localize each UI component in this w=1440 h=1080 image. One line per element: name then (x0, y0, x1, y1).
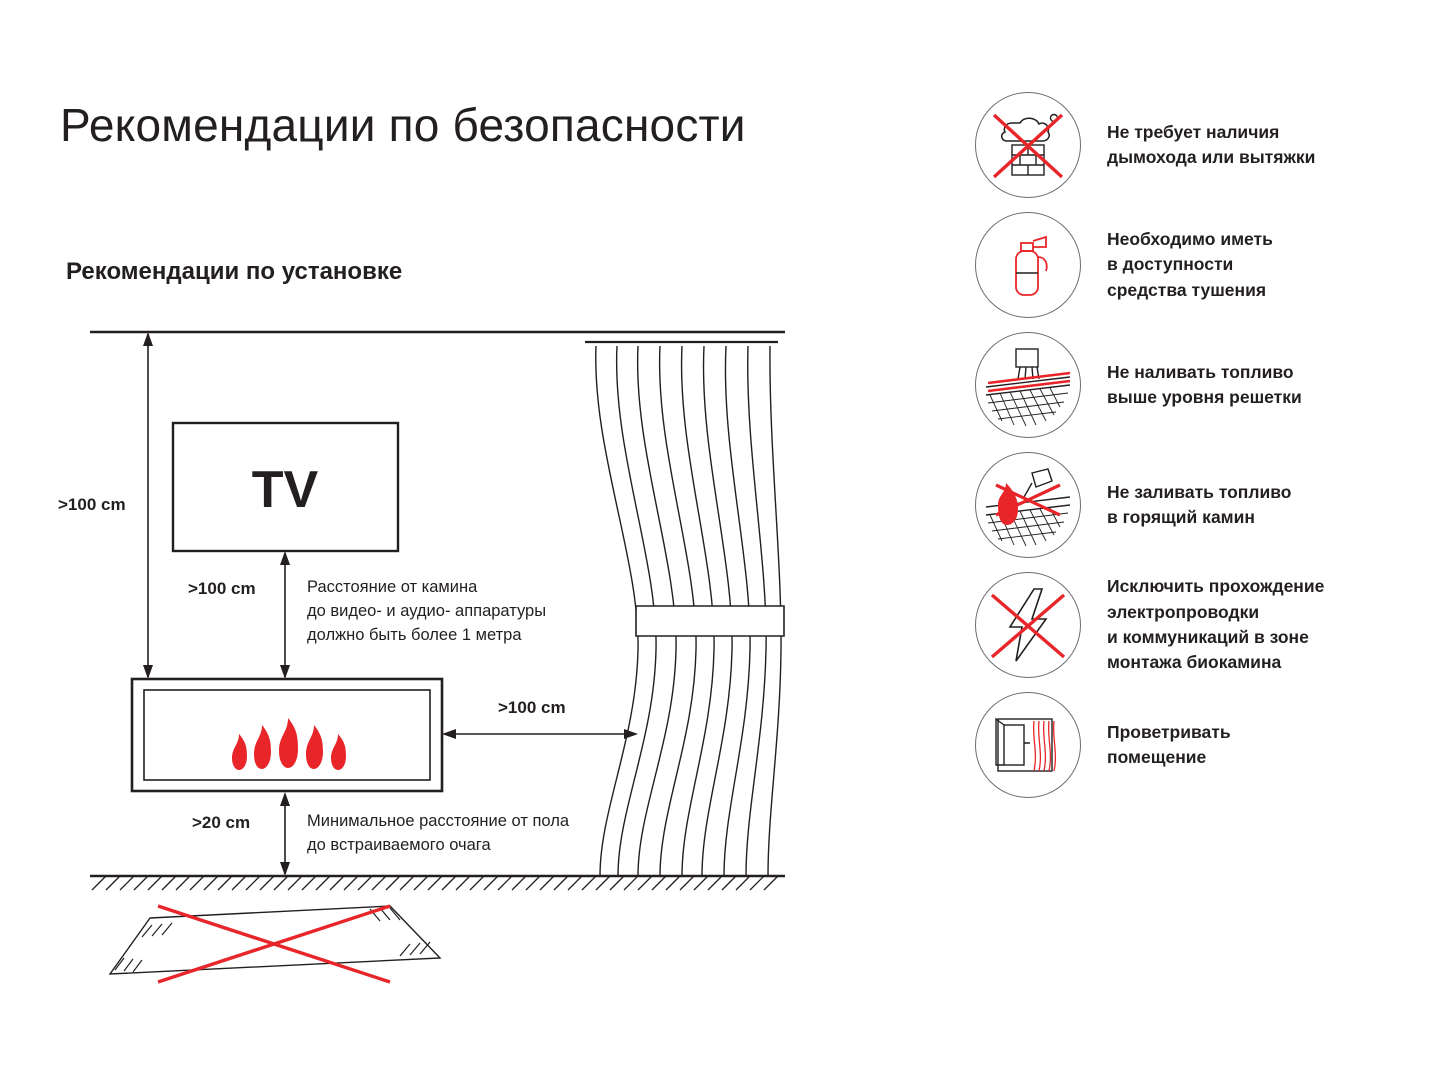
no-wiring-icon (975, 572, 1081, 678)
note-floor-line-1: Минимальное расстояние от пола (307, 812, 570, 830)
safety-item-no-overfill (975, 332, 1415, 438)
safety-item-ventilate (975, 692, 1415, 798)
safety-item-no-refill-burning (975, 452, 1415, 558)
fire-extinguisher-icon (975, 212, 1081, 318)
caption-line: и коммуникаций в зоне (1107, 627, 1309, 647)
dim-floor-label: >20 cm (192, 813, 251, 832)
safety-item-no-wiring (975, 572, 1415, 678)
dim-curtain-label: >100 cm (498, 698, 566, 717)
curtain (585, 342, 784, 876)
caption-line: монтажа биокамина (1107, 652, 1282, 673)
dim-ceiling-label: >100 cm (58, 495, 126, 514)
caption-line: электропроводки (1107, 601, 1260, 622)
section-title: Рекомендации по установке (66, 258, 403, 285)
note-floor-distance (307, 812, 570, 854)
note-tv-distance (307, 578, 546, 644)
caption-line: помещение (1107, 747, 1207, 767)
dimension-floor-to-fireplace (280, 792, 290, 876)
no-chimney-icon (975, 92, 1081, 198)
caption-line: средства тушения (1107, 279, 1267, 300)
caption-line: Не наливать топливо (1107, 361, 1294, 382)
page-title: Рекомендации по безопасности (60, 99, 746, 151)
caption-line: в горящий камин (1107, 507, 1255, 527)
note-tv-line-1: Расстояние от камина (307, 578, 478, 596)
rug-not-allowed (110, 906, 440, 982)
safety-caption-extinguisher (1107, 227, 1273, 303)
dimension-fireplace-to-curtain (442, 729, 638, 739)
safety-caption-ventilate (1107, 720, 1231, 771)
no-overfill-icon (975, 332, 1081, 438)
caption-line: Проветривать (1107, 721, 1231, 742)
safety-item-no-chimney (975, 92, 1415, 198)
note-tv-line-3: должно быть более 1 метра (307, 626, 522, 644)
caption-line: выше уровня решетки (1107, 387, 1302, 407)
floor-hatching (92, 876, 778, 890)
caption-line: в доступности (1107, 254, 1234, 275)
ventilate-room-icon (975, 692, 1081, 798)
tv-label: TV (251, 461, 319, 519)
safety-item-extinguisher (975, 212, 1415, 318)
caption-line: Необходимо иметь (1107, 228, 1273, 249)
note-tv-line-2: до видео- и аудио- аппаратуры (307, 602, 547, 620)
safety-caption-no-overfill (1107, 360, 1302, 411)
dimension-ceiling-to-fireplace (143, 332, 153, 679)
caption-line: дымохода или вытяжки (1107, 147, 1316, 167)
caption-line: Исключить прохождение (1107, 576, 1325, 597)
installation-diagram (40, 310, 840, 1010)
safety-icon-list (975, 92, 1415, 812)
dim-tv-label: >100 cm (188, 579, 256, 598)
safety-caption-no-refill-burning (1107, 480, 1291, 531)
note-floor-line-2: до встраиваемого очага (307, 836, 491, 854)
no-refill-burning-icon (975, 452, 1081, 558)
caption-line: Не требует наличия (1107, 121, 1280, 142)
caption-line: Не заливать топливо (1107, 481, 1292, 502)
safety-caption-no-chimney (1107, 120, 1315, 171)
safety-caption-no-wiring (1107, 574, 1324, 676)
dimension-tv-to-fireplace (280, 551, 290, 679)
